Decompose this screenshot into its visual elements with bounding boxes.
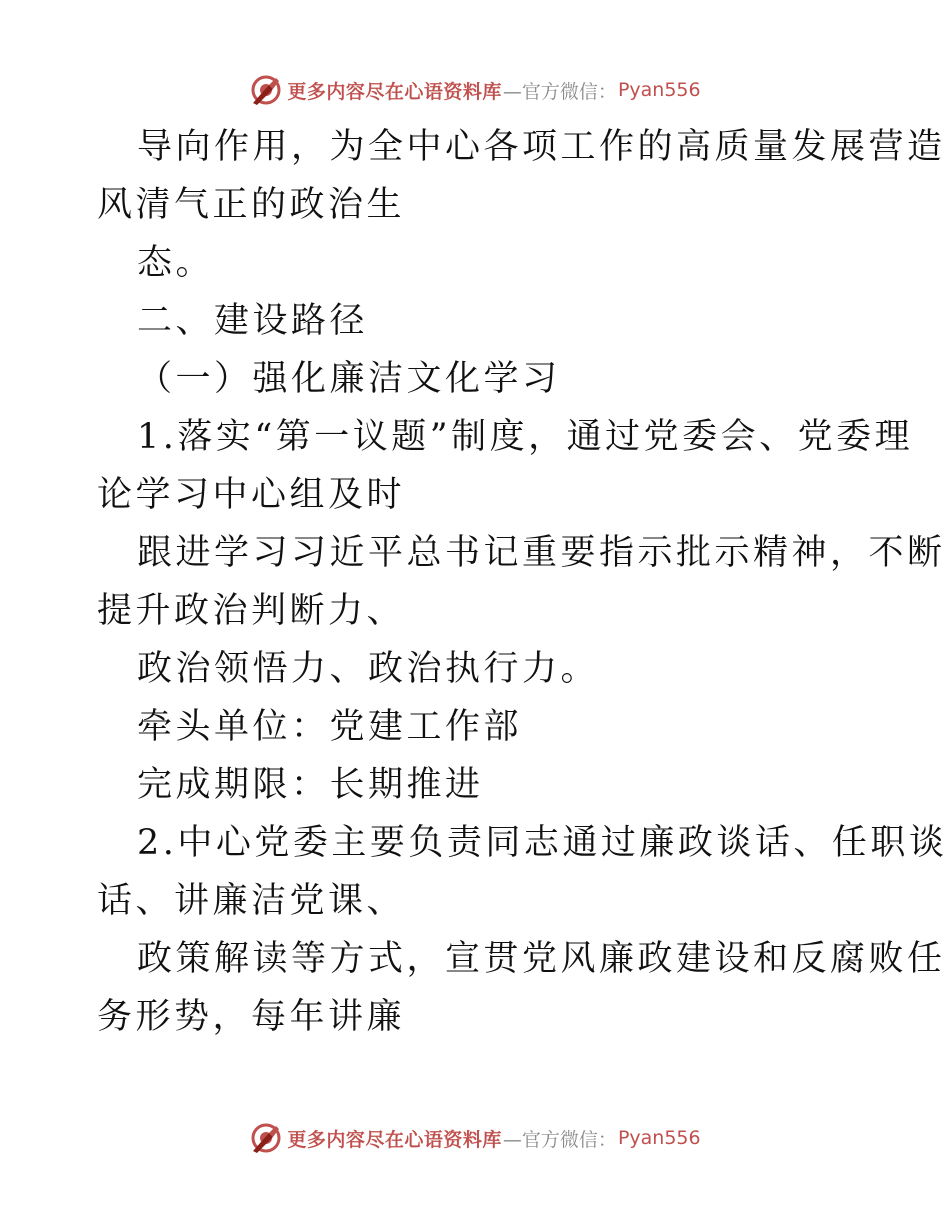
watermark-wechat-id: Pyan556 [617, 1127, 701, 1149]
watermark-wechat-id: Pyan556 [617, 79, 701, 101]
lead-unit-line: 牵头单位：党建工作部 [137, 707, 523, 747]
body-line: 2.中心党委主要负责同志通过廉政谈话、任职谈 [137, 823, 948, 863]
watermark-separator: —官方微信： [502, 80, 617, 103]
pen-logo-icon [249, 1121, 283, 1155]
body-line: 政治领悟力、政治执行力。 [137, 649, 600, 689]
body-line: 1.落实“第一议题”制度，通过党委会、党委理 [137, 417, 914, 457]
body-line: 跟进学习习近平总书记重要指示批示精神，不断 [137, 533, 946, 573]
pen-logo-icon [249, 73, 283, 107]
deadline-line: 完成期限：长期推进 [137, 765, 484, 805]
body-line: 风清气正的政治生 [97, 185, 406, 225]
body-line: 态。 [137, 243, 215, 283]
document-body [97, 118, 948, 1046]
section-heading: 二、建设路径 [137, 301, 369, 341]
subsection-heading: （一）强化廉洁文化学习 [137, 359, 561, 399]
watermark-separator: —官方微信： [502, 1128, 617, 1151]
body-line: 提升政治判断力、 [97, 591, 406, 631]
body-line: 务形势，每年讲廉 [97, 997, 406, 1037]
body-line: 论学习中心组及时 [97, 475, 406, 515]
header-watermark [0, 70, 950, 110]
footer-watermark [0, 1118, 950, 1158]
body-line: 政策解读等方式，宣贯党风廉政建设和反腐败任 [137, 939, 946, 979]
body-line: 导向作用，为全中心各项工作的高质量发展营造 [137, 127, 946, 167]
body-line: 话、讲廉洁党课、 [97, 881, 406, 921]
watermark-title: 更多内容尽在心语资料库 [287, 1128, 502, 1151]
watermark-title: 更多内容尽在心语资料库 [287, 80, 502, 103]
